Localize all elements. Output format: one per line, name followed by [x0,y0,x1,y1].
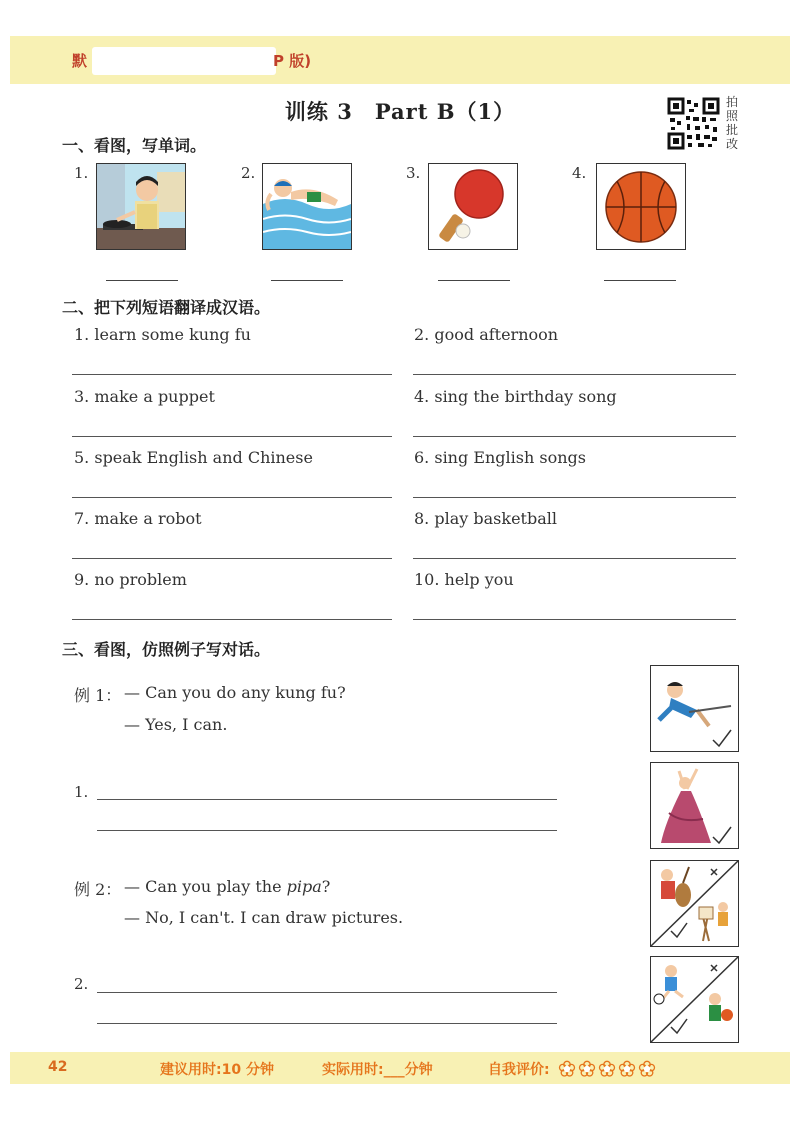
item2-answer-line[interactable] [271,280,343,281]
page-number: 42 [48,1059,68,1075]
example2-line1-post: ? [321,877,331,896]
example2-line1 [124,877,330,896]
example1-line2: — Yes, I can. [124,715,228,734]
item3-answer-line[interactable] [438,280,510,281]
answer-line-1[interactable] [72,374,392,375]
phrase-4: 4. sing the birthday song [414,387,617,406]
phrase-8: 8. play basketball [414,509,557,528]
section2-heading: 二、把下列短语翻译成汉语。 [62,298,271,317]
q1-line-2[interactable] [97,830,557,831]
phrase-6: 6. sing English songs [414,448,586,467]
self-evaluation-label: 自我评价: [488,1062,550,1078]
section1-heading: 一、看图，写单词。 [62,136,207,155]
page-title: 训练 3 Part B（1） [284,99,516,124]
answer-line-7[interactable] [72,558,392,559]
item4-answer-line[interactable] [604,280,676,281]
phrase-7: 7. make a robot [74,509,202,528]
example2-label: 例 2： [74,880,122,899]
q2-number: 2. [74,975,89,993]
flower-star-icon[interactable] [598,1060,616,1078]
example2-pipa: pipa [286,877,322,896]
flower-star-icon[interactable] [578,1060,596,1078]
kung-fu-boy-icon [650,665,739,752]
phrase-5: 5. speak English and Chinese [74,448,313,467]
self-evaluation-stars[interactable] [558,1058,658,1078]
item1-answer-line[interactable] [106,280,178,281]
q1-number: 1. [74,783,89,801]
example1-line1: — Can you do any kung fu? [124,683,346,702]
q1-line-1[interactable] [97,799,557,800]
phrase-9: 9. no problem [74,570,187,589]
header-suffix: P 版) [273,52,312,70]
flower-star-icon[interactable] [618,1060,636,1078]
example2-line1-pre: — Can you play the [124,877,287,896]
answer-line-10[interactable] [413,619,736,620]
phrase-2: 2. good afternoon [414,325,559,344]
football-and-basketball-icon [650,956,739,1043]
qr-code-icon[interactable] [667,97,720,150]
header-mask [92,47,276,75]
basketball-icon [596,163,686,250]
item3-number: 3. [406,164,421,182]
ping-pong-paddle-icon [428,163,518,250]
dancer-icon [650,762,739,849]
flower-star-icon[interactable] [558,1060,576,1078]
answer-line-3[interactable] [72,436,392,437]
section3-heading: 三、看图，仿照例子写对话。 [62,640,271,659]
answer-line-9[interactable] [72,619,392,620]
q2-line-1[interactable] [97,992,557,993]
answer-line-4[interactable] [413,436,736,437]
example1-label: 例 1： [74,686,122,705]
answer-line-6[interactable] [413,497,736,498]
swimmer-icon [262,163,352,250]
answer-line-5[interactable] [72,497,392,498]
qr-label: 拍照批改 [726,95,739,151]
cooking-boy-icon [96,163,186,250]
actual-time: 实际用时:___分钟 [322,1062,433,1078]
pipa-and-drawing-icon [650,860,739,947]
flower-star-icon[interactable] [638,1060,656,1078]
item4-number: 4. [572,164,587,182]
suggested-time: 建议用时:10 分钟 [160,1062,274,1078]
phrase-10: 10. help you [414,570,514,589]
phrase-1: 1. learn some kung fu [74,325,251,344]
item2-number: 2. [241,164,256,182]
header-prefix: 默 [72,52,88,70]
answer-line-2[interactable] [413,374,736,375]
item1-number: 1. [74,164,89,182]
answer-line-8[interactable] [413,558,736,559]
phrase-3: 3. make a puppet [74,387,215,406]
example2-line2: — No, I can't. I can draw pictures. [124,908,404,927]
q2-line-2[interactable] [97,1023,557,1024]
